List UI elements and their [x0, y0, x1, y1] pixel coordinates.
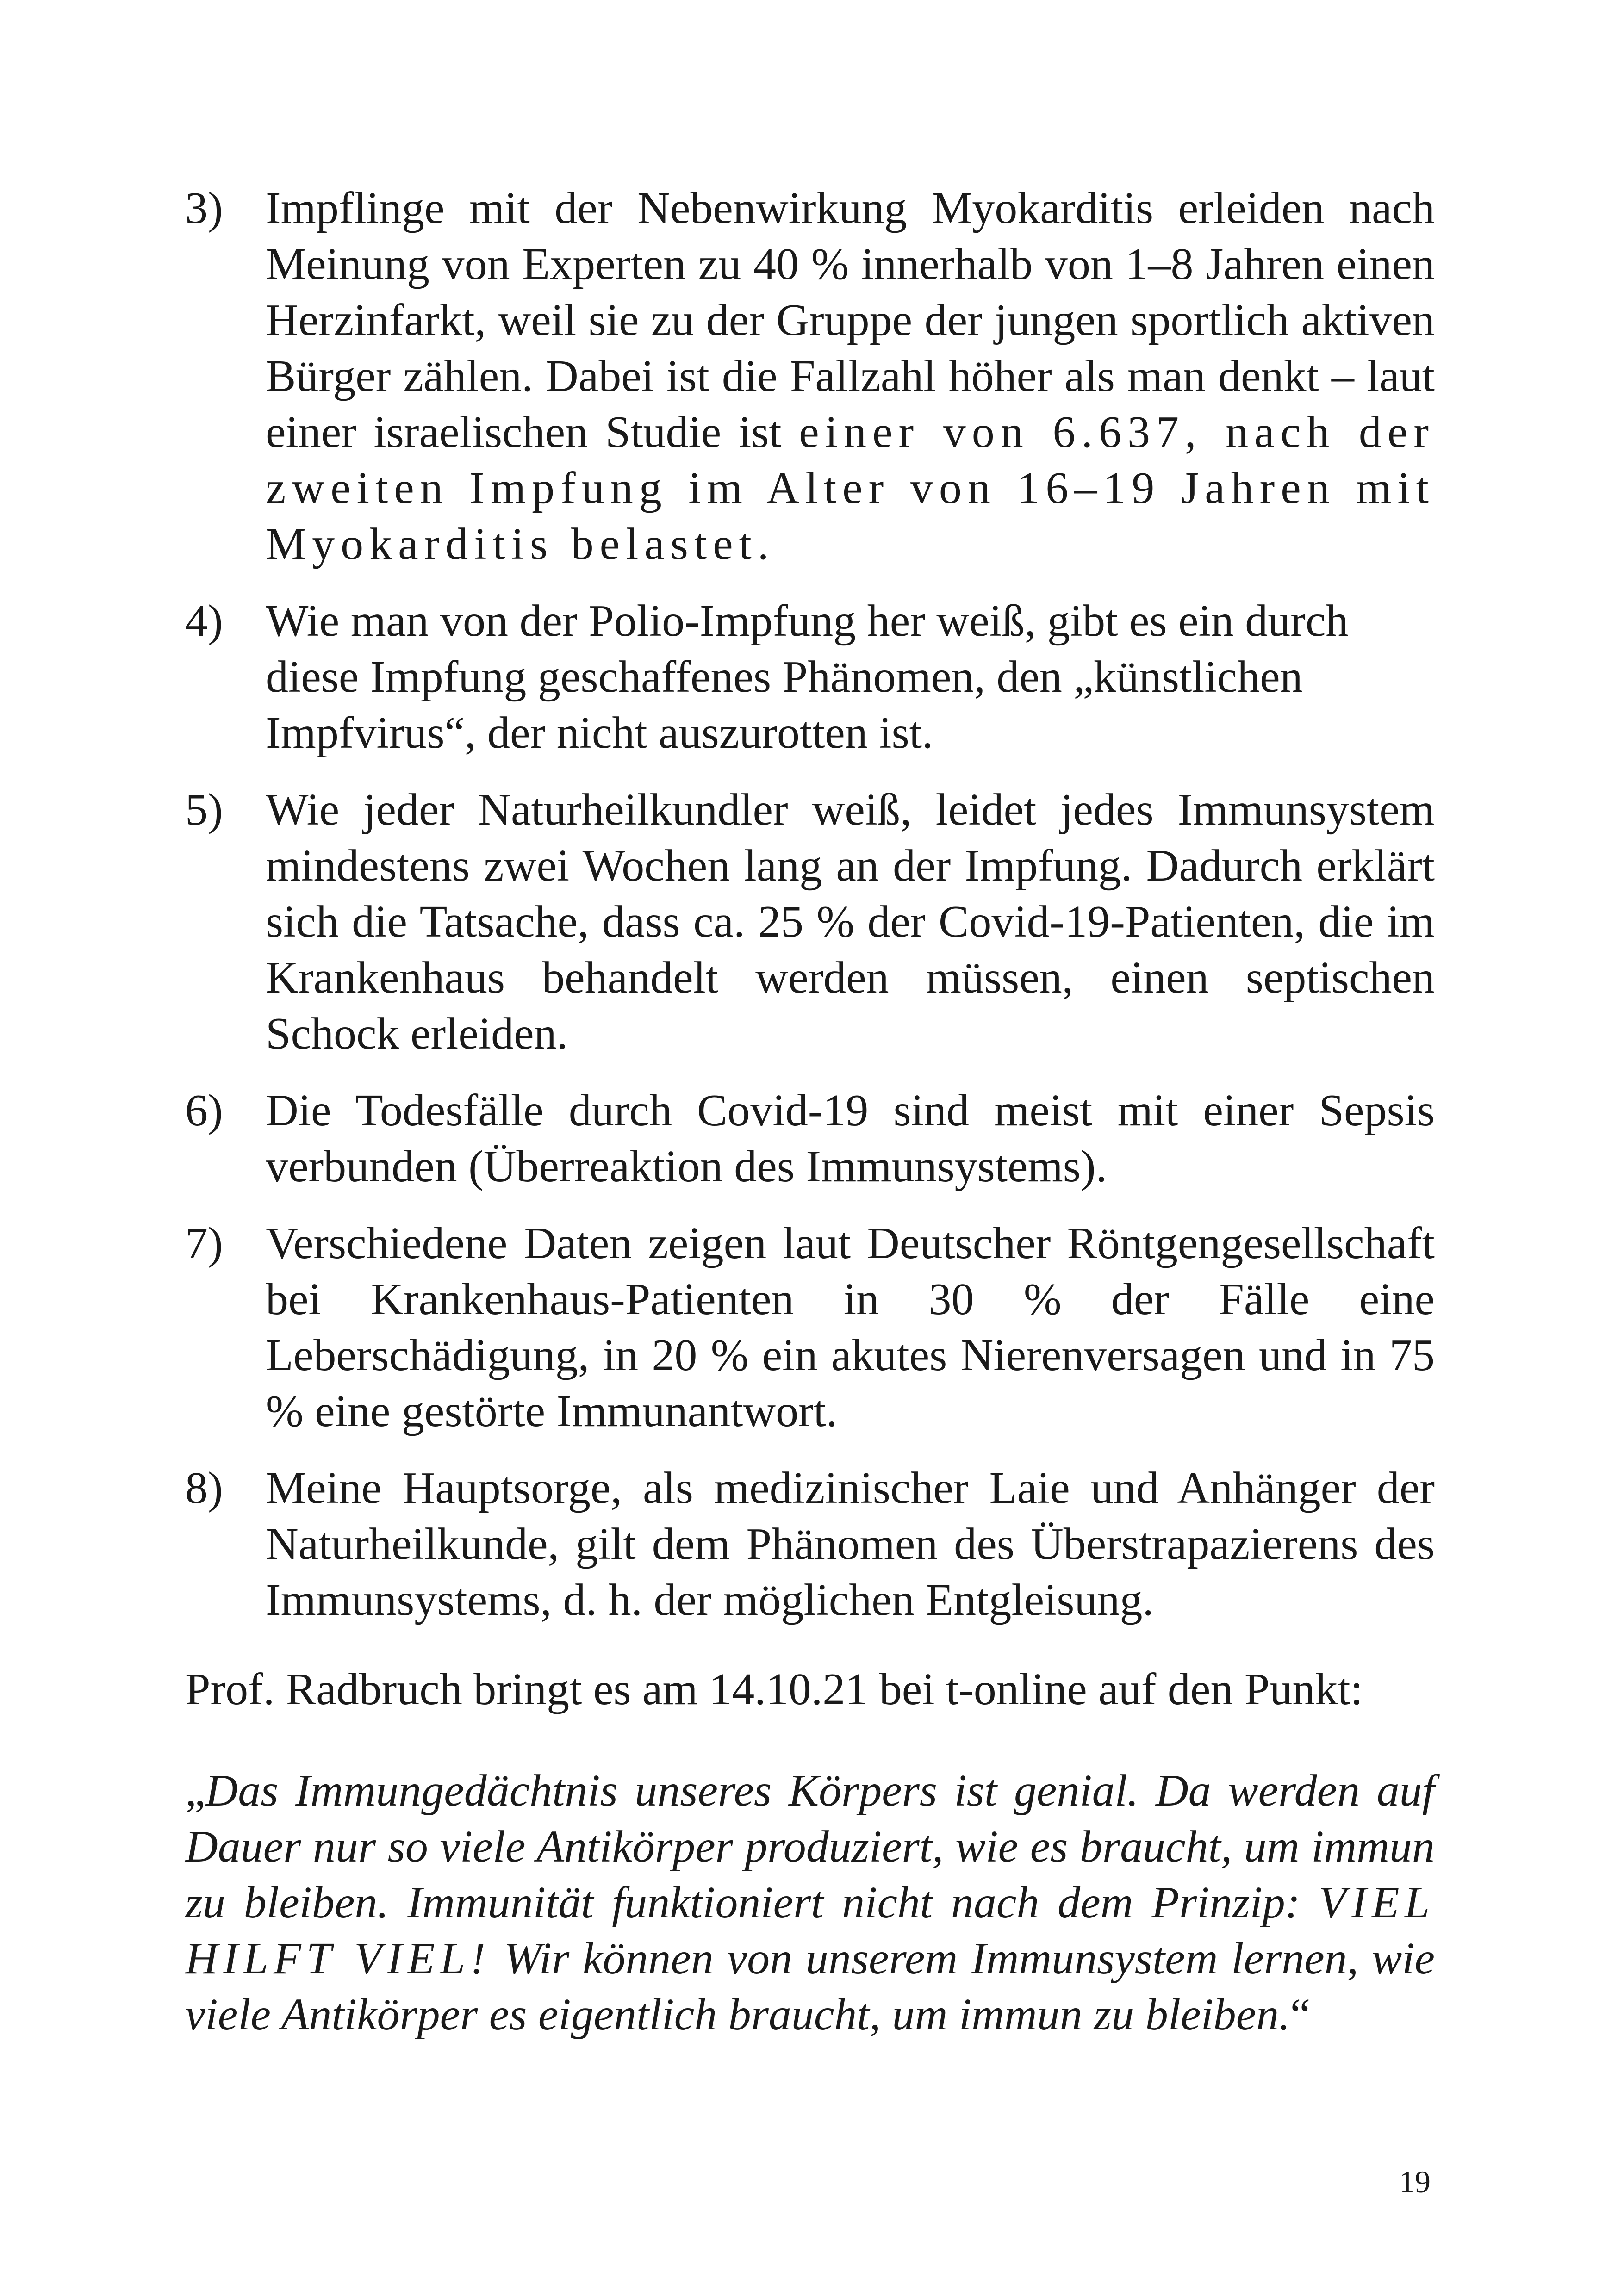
list-item-text-plain: Impflinge mit der Nebenwirkung Myokarditis erleiden nach Meinung von Experten zu 40 % innerhalb von 1–8 Jahren einen Herzinfarkt, weil sie zu der Gruppe der jungen sportlich aktiven Bürger zählen. Dabei ist die Fallzahl höher als man denkt – laut einer israelischen Studie ist [266, 183, 1435, 457]
quote-open-mark: „ [185, 1766, 205, 1816]
page-body [185, 180, 1435, 2088]
list-item-text: Verschiedene Daten zeigen laut Deutscher Röntgengesellschaft bei Krankenhaus-Patienten in 30 % der Fälle eine Leberschädigung, in 20 % ein akutes Nierenversagen und in 75 % eine gestörte Immunantwort. [266, 1218, 1435, 1436]
list-item-number: 4) [185, 596, 223, 646]
list-item-5 [185, 782, 1435, 1062]
page-number: 19 [1399, 2164, 1431, 2199]
quote-paragraph [185, 1763, 1435, 2043]
list-item-4 [185, 593, 1435, 761]
list-item-8 [185, 1460, 1435, 1628]
quote-text-part1: Das Immungedächtnis unseres Körpers ist genial. Da werden auf Dauer nur so viele Antikörper produziert, wie es braucht, um immun zu bleiben. Immunität funktioniert nicht nach dem Prinzip: [185, 1766, 1435, 1928]
list-item-number: 6) [185, 1086, 223, 1136]
list-item-7 [185, 1216, 1435, 1440]
list-item-text: Wie man von der Polio-Impfung her weiß, gibt es ein durch diese Impfung geschaffenes Phänomen, den „künstlichen Impfvirus“, der nicht auszurotten ist. [266, 596, 1349, 758]
list-item-text [266, 180, 1435, 572]
list-item-text: Meine Hauptsorge, als medizinischer Laie und Anhänger der Naturheilkunde, gilt dem Phänomen des Überstrapazierens des Immunsystems, d. h. der möglichen Entgleisung. [266, 1463, 1435, 1625]
quote-close-mark: “ [1290, 1990, 1311, 2040]
list-item-6 [185, 1083, 1435, 1195]
list-item-number: 3) [185, 183, 223, 233]
list-item-text: Wie jeder Naturheilkundler weiß, leidet jedes Immunsystem mindestens zwei Wochen lang an der Impfung. Dadurch erklärt sich die Tatsache, dass ca. 25 % der Covid-19-Patienten, die im Krankenhaus behandelt werden müssen, einen septischen Schock erleiden. [266, 785, 1435, 1059]
quote-text-part2: Wir können von unserem Immunsystem lernen, wie viele Antikörper es eigentlich braucht, um immun zu bleiben. [185, 1934, 1435, 2040]
list-item-number: 7) [185, 1218, 223, 1268]
quote-emphasis: VIEL HILFT VIEL! [185, 1878, 1435, 1984]
list-item-3 [185, 180, 1435, 572]
list-item-text-spaced: einer von 6.637, nach der zweiten Impfung im Alter von 16–19 Jahren mit Myokarditis belastet. [266, 407, 1435, 569]
list-item-number: 5) [185, 785, 223, 835]
list-item-text: Die Todesfälle durch Covid-19 sind meist mit einer Sepsis verbunden (Überreaktion des Immunsystems). [266, 1086, 1435, 1191]
quote-intro: Prof. Radbruch bringt es am 14.10.21 bei t-online auf den Punkt: [185, 1664, 1363, 1714]
list-item-number: 8) [185, 1463, 223, 1513]
